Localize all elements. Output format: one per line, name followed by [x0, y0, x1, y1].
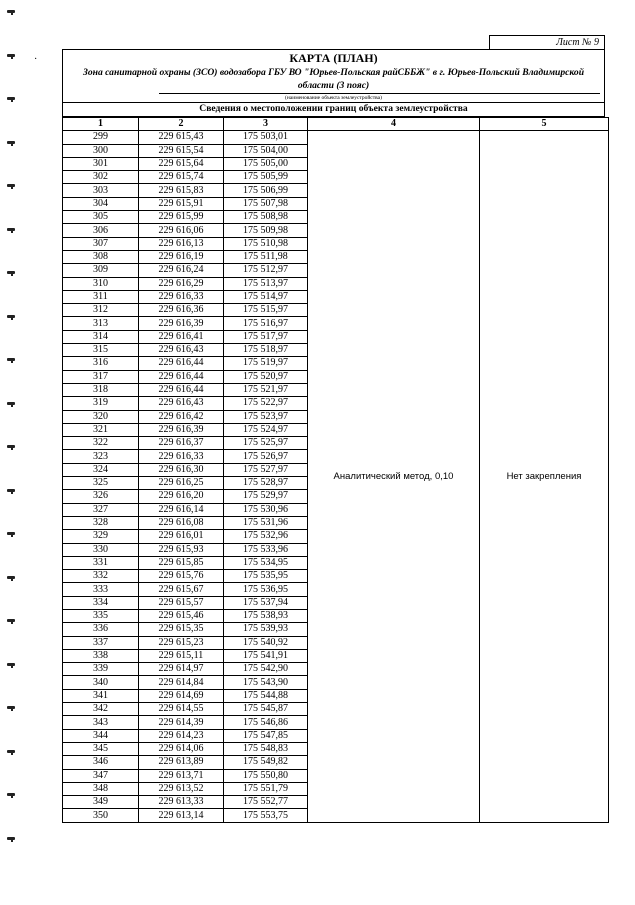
x-coordinate: 229 616,42 — [139, 410, 224, 423]
point-number: 302 — [63, 171, 139, 184]
y-coordinate: 175 531,96 — [224, 516, 308, 529]
x-coordinate: 229 616,33 — [139, 450, 224, 463]
point-number: 309 — [63, 264, 139, 277]
binding-hole-mark — [7, 228, 15, 231]
y-coordinate: 175 537,94 — [224, 596, 308, 609]
point-number: 299 — [63, 131, 139, 144]
point-number: 324 — [63, 463, 139, 476]
binding-hole-mark — [7, 619, 15, 622]
zone-name: Зона санитарной охраны (ЗСО) водозабора ГБУ ВО "Юрьев-Польская райСББЖ" в г. Юрьев-Польский Владимирской области (3 пояс) — [82, 67, 585, 91]
y-coordinate: 175 522,97 — [224, 397, 308, 410]
y-coordinate: 175 550,80 — [224, 769, 308, 782]
point-number: 322 — [63, 437, 139, 450]
x-coordinate: 229 613,52 — [139, 782, 224, 795]
x-coordinate: 229 615,74 — [139, 171, 224, 184]
x-coordinate: 229 616,43 — [139, 344, 224, 357]
point-number: 301 — [63, 157, 139, 170]
x-coordinate: 229 615,85 — [139, 556, 224, 569]
point-number: 318 — [63, 383, 139, 396]
binding-hole-mark — [7, 532, 15, 535]
x-coordinate: 229 616,13 — [139, 237, 224, 250]
x-coordinate: 229 613,71 — [139, 769, 224, 782]
binding-hole-mark — [7, 576, 15, 579]
x-coordinate: 229 614,84 — [139, 676, 224, 689]
x-coordinate: 229 615,23 — [139, 636, 224, 649]
point-number: 315 — [63, 344, 139, 357]
x-coordinate: 229 615,43 — [139, 131, 224, 144]
x-coordinate: 229 615,91 — [139, 197, 224, 210]
coordinates-table — [62, 117, 609, 823]
point-number: 347 — [63, 769, 139, 782]
y-coordinate: 175 534,95 — [224, 556, 308, 569]
table-row — [63, 131, 609, 144]
x-coordinate: 229 616,44 — [139, 383, 224, 396]
y-coordinate: 175 526,97 — [224, 450, 308, 463]
y-coordinate: 175 523,97 — [224, 410, 308, 423]
binding-hole-mark — [7, 750, 15, 753]
point-number: 332 — [63, 570, 139, 583]
x-coordinate: 229 615,67 — [139, 583, 224, 596]
y-coordinate: 175 539,93 — [224, 623, 308, 636]
y-coordinate: 175 536,95 — [224, 583, 308, 596]
binding-hole-mark — [7, 184, 15, 187]
x-coordinate: 229 616,43 — [139, 397, 224, 410]
document-header — [62, 49, 605, 117]
point-number: 326 — [63, 490, 139, 503]
point-number: 341 — [63, 689, 139, 702]
point-number: 331 — [63, 556, 139, 569]
point-number: 328 — [63, 516, 139, 529]
x-coordinate: 229 614,55 — [139, 703, 224, 716]
y-coordinate: 175 507,98 — [224, 197, 308, 210]
point-number: 321 — [63, 423, 139, 436]
x-coordinate: 229 616,19 — [139, 250, 224, 263]
y-coordinate: 175 552,77 — [224, 796, 308, 809]
y-coordinate: 175 544,88 — [224, 689, 308, 702]
x-coordinate: 229 616,36 — [139, 304, 224, 317]
sheet-number: Лист № 9 — [489, 35, 605, 50]
x-coordinate: 229 615,76 — [139, 570, 224, 583]
point-number: 349 — [63, 796, 139, 809]
y-coordinate: 175 541,91 — [224, 649, 308, 662]
point-number: 342 — [63, 703, 139, 716]
point-number: 345 — [63, 742, 139, 755]
x-coordinate: 229 616,30 — [139, 463, 224, 476]
y-coordinate: 175 520,97 — [224, 370, 308, 383]
point-number: 325 — [63, 477, 139, 490]
y-coordinate: 175 515,97 — [224, 304, 308, 317]
y-coordinate: 175 545,87 — [224, 703, 308, 716]
binding-hole-mark — [7, 837, 15, 840]
point-number: 329 — [63, 530, 139, 543]
y-coordinate: 175 542,90 — [224, 663, 308, 676]
point-number: 350 — [63, 809, 139, 822]
point-number: 308 — [63, 250, 139, 263]
binding-hole-mark — [7, 141, 15, 144]
point-number: 337 — [63, 636, 139, 649]
y-coordinate: 175 511,98 — [224, 250, 308, 263]
y-coordinate: 175 543,90 — [224, 676, 308, 689]
column-header-3: 3 — [224, 118, 308, 131]
y-coordinate: 175 538,93 — [224, 609, 308, 622]
y-coordinate: 175 551,79 — [224, 782, 308, 795]
binding-hole-mark — [7, 402, 15, 405]
x-coordinate: 229 614,39 — [139, 716, 224, 729]
x-coordinate: 229 616,29 — [139, 277, 224, 290]
x-coordinate: 229 616,44 — [139, 370, 224, 383]
y-coordinate: 175 533,96 — [224, 543, 308, 556]
x-coordinate: 229 616,33 — [139, 290, 224, 303]
y-coordinate: 175 524,97 — [224, 423, 308, 436]
x-coordinate: 229 613,14 — [139, 809, 224, 822]
y-coordinate: 175 513,97 — [224, 277, 308, 290]
x-coordinate: 229 613,89 — [139, 756, 224, 769]
y-coordinate: 175 546,86 — [224, 716, 308, 729]
x-coordinate: 229 615,11 — [139, 649, 224, 662]
y-coordinate: 175 504,00 — [224, 144, 308, 157]
x-coordinate: 229 614,06 — [139, 742, 224, 755]
table-header-row — [63, 118, 609, 131]
x-coordinate: 229 616,14 — [139, 503, 224, 516]
point-number: 314 — [63, 330, 139, 343]
binding-hole-mark — [7, 97, 15, 100]
binding-hole-mark — [7, 315, 15, 318]
y-coordinate: 175 508,98 — [224, 211, 308, 224]
y-coordinate: 175 518,97 — [224, 344, 308, 357]
point-number: 313 — [63, 317, 139, 330]
point-number: 306 — [63, 224, 139, 237]
point-number: 346 — [63, 756, 139, 769]
x-coordinate: 229 616,44 — [139, 357, 224, 370]
x-coordinate: 229 616,08 — [139, 516, 224, 529]
x-coordinate: 229 616,37 — [139, 437, 224, 450]
binding-hole-mark — [7, 358, 15, 361]
x-coordinate: 229 613,33 — [139, 796, 224, 809]
y-coordinate: 175 525,97 — [224, 437, 308, 450]
section-title: Сведения о местоположении границ объекта землеустройства — [199, 103, 468, 114]
y-coordinate: 175 503,01 — [224, 131, 308, 144]
point-number: 317 — [63, 370, 139, 383]
y-coordinate: 175 510,98 — [224, 237, 308, 250]
y-coordinate: 175 527,97 — [224, 463, 308, 476]
point-number: 305 — [63, 211, 139, 224]
y-coordinate: 175 528,97 — [224, 477, 308, 490]
x-coordinate: 229 615,93 — [139, 543, 224, 556]
x-coordinate: 229 615,83 — [139, 184, 224, 197]
binding-hole-mark — [7, 793, 15, 796]
point-number: 320 — [63, 410, 139, 423]
point-number: 336 — [63, 623, 139, 636]
x-coordinate: 229 615,54 — [139, 144, 224, 157]
point-number: 348 — [63, 782, 139, 795]
binding-hole-mark — [7, 445, 15, 448]
point-number: 304 — [63, 197, 139, 210]
x-coordinate: 229 616,06 — [139, 224, 224, 237]
point-number: 307 — [63, 237, 139, 250]
x-coordinate: 229 615,35 — [139, 623, 224, 636]
point-number: 300 — [63, 144, 139, 157]
point-number: 339 — [63, 663, 139, 676]
binding-hole-mark — [7, 271, 15, 274]
stray-dot: · — [34, 54, 38, 65]
y-coordinate: 175 532,96 — [224, 530, 308, 543]
y-coordinate: 175 512,97 — [224, 264, 308, 277]
y-coordinate: 175 514,97 — [224, 290, 308, 303]
point-number: 344 — [63, 729, 139, 742]
y-coordinate: 175 521,97 — [224, 383, 308, 396]
column-header-2: 2 — [139, 118, 224, 131]
x-coordinate: 229 616,24 — [139, 264, 224, 277]
point-number: 327 — [63, 503, 139, 516]
binding-hole-mark — [7, 54, 15, 57]
y-coordinate: 175 549,82 — [224, 756, 308, 769]
point-number: 334 — [63, 596, 139, 609]
y-coordinate: 175 540,92 — [224, 636, 308, 649]
y-coordinate: 175 548,83 — [224, 742, 308, 755]
y-coordinate: 175 530,96 — [224, 503, 308, 516]
point-number: 319 — [63, 397, 139, 410]
column-header-4: 4 — [308, 118, 480, 131]
method-cell: Аналитический метод, 0,10 — [308, 131, 480, 822]
x-coordinate: 229 616,39 — [139, 423, 224, 436]
point-number: 338 — [63, 649, 139, 662]
x-coordinate: 229 614,97 — [139, 663, 224, 676]
y-coordinate: 175 553,75 — [224, 809, 308, 822]
y-coordinate: 175 505,99 — [224, 171, 308, 184]
x-coordinate: 229 614,69 — [139, 689, 224, 702]
fixation-cell: Нет закрепления — [480, 131, 609, 822]
column-header-1: 1 — [63, 118, 139, 131]
x-coordinate: 229 616,01 — [139, 530, 224, 543]
y-coordinate: 175 519,97 — [224, 357, 308, 370]
point-number: 316 — [63, 357, 139, 370]
x-coordinate: 229 616,41 — [139, 330, 224, 343]
x-coordinate: 229 615,99 — [139, 211, 224, 224]
point-number: 303 — [63, 184, 139, 197]
y-coordinate: 175 529,97 — [224, 490, 308, 503]
x-coordinate: 229 615,64 — [139, 157, 224, 170]
binding-hole-mark — [7, 663, 15, 666]
point-number: 330 — [63, 543, 139, 556]
zone-underline — [159, 93, 600, 94]
point-number: 333 — [63, 583, 139, 596]
point-number: 343 — [63, 716, 139, 729]
point-number: 335 — [63, 609, 139, 622]
y-coordinate: 175 509,98 — [224, 224, 308, 237]
x-coordinate: 229 614,23 — [139, 729, 224, 742]
point-number: 340 — [63, 676, 139, 689]
binding-hole-mark — [7, 706, 15, 709]
x-coordinate: 229 616,25 — [139, 477, 224, 490]
x-coordinate: 229 615,46 — [139, 609, 224, 622]
map-title: КАРТА (ПЛАН) — [289, 51, 378, 65]
point-number: 323 — [63, 450, 139, 463]
x-coordinate: 229 616,39 — [139, 317, 224, 330]
point-number: 311 — [63, 290, 139, 303]
x-coordinate: 229 615,57 — [139, 596, 224, 609]
y-coordinate: 175 516,97 — [224, 317, 308, 330]
y-coordinate: 175 535,95 — [224, 570, 308, 583]
y-coordinate: 175 505,00 — [224, 157, 308, 170]
point-number: 312 — [63, 304, 139, 317]
column-header-5: 5 — [480, 118, 609, 131]
x-coordinate: 229 616,20 — [139, 490, 224, 503]
y-coordinate: 175 547,85 — [224, 729, 308, 742]
binding-hole-mark — [7, 489, 15, 492]
binding-hole-mark — [7, 10, 15, 13]
object-caption: (наименование объекта землеустройства) — [285, 95, 382, 101]
y-coordinate: 175 506,99 — [224, 184, 308, 197]
point-number: 310 — [63, 277, 139, 290]
y-coordinate: 175 517,97 — [224, 330, 308, 343]
